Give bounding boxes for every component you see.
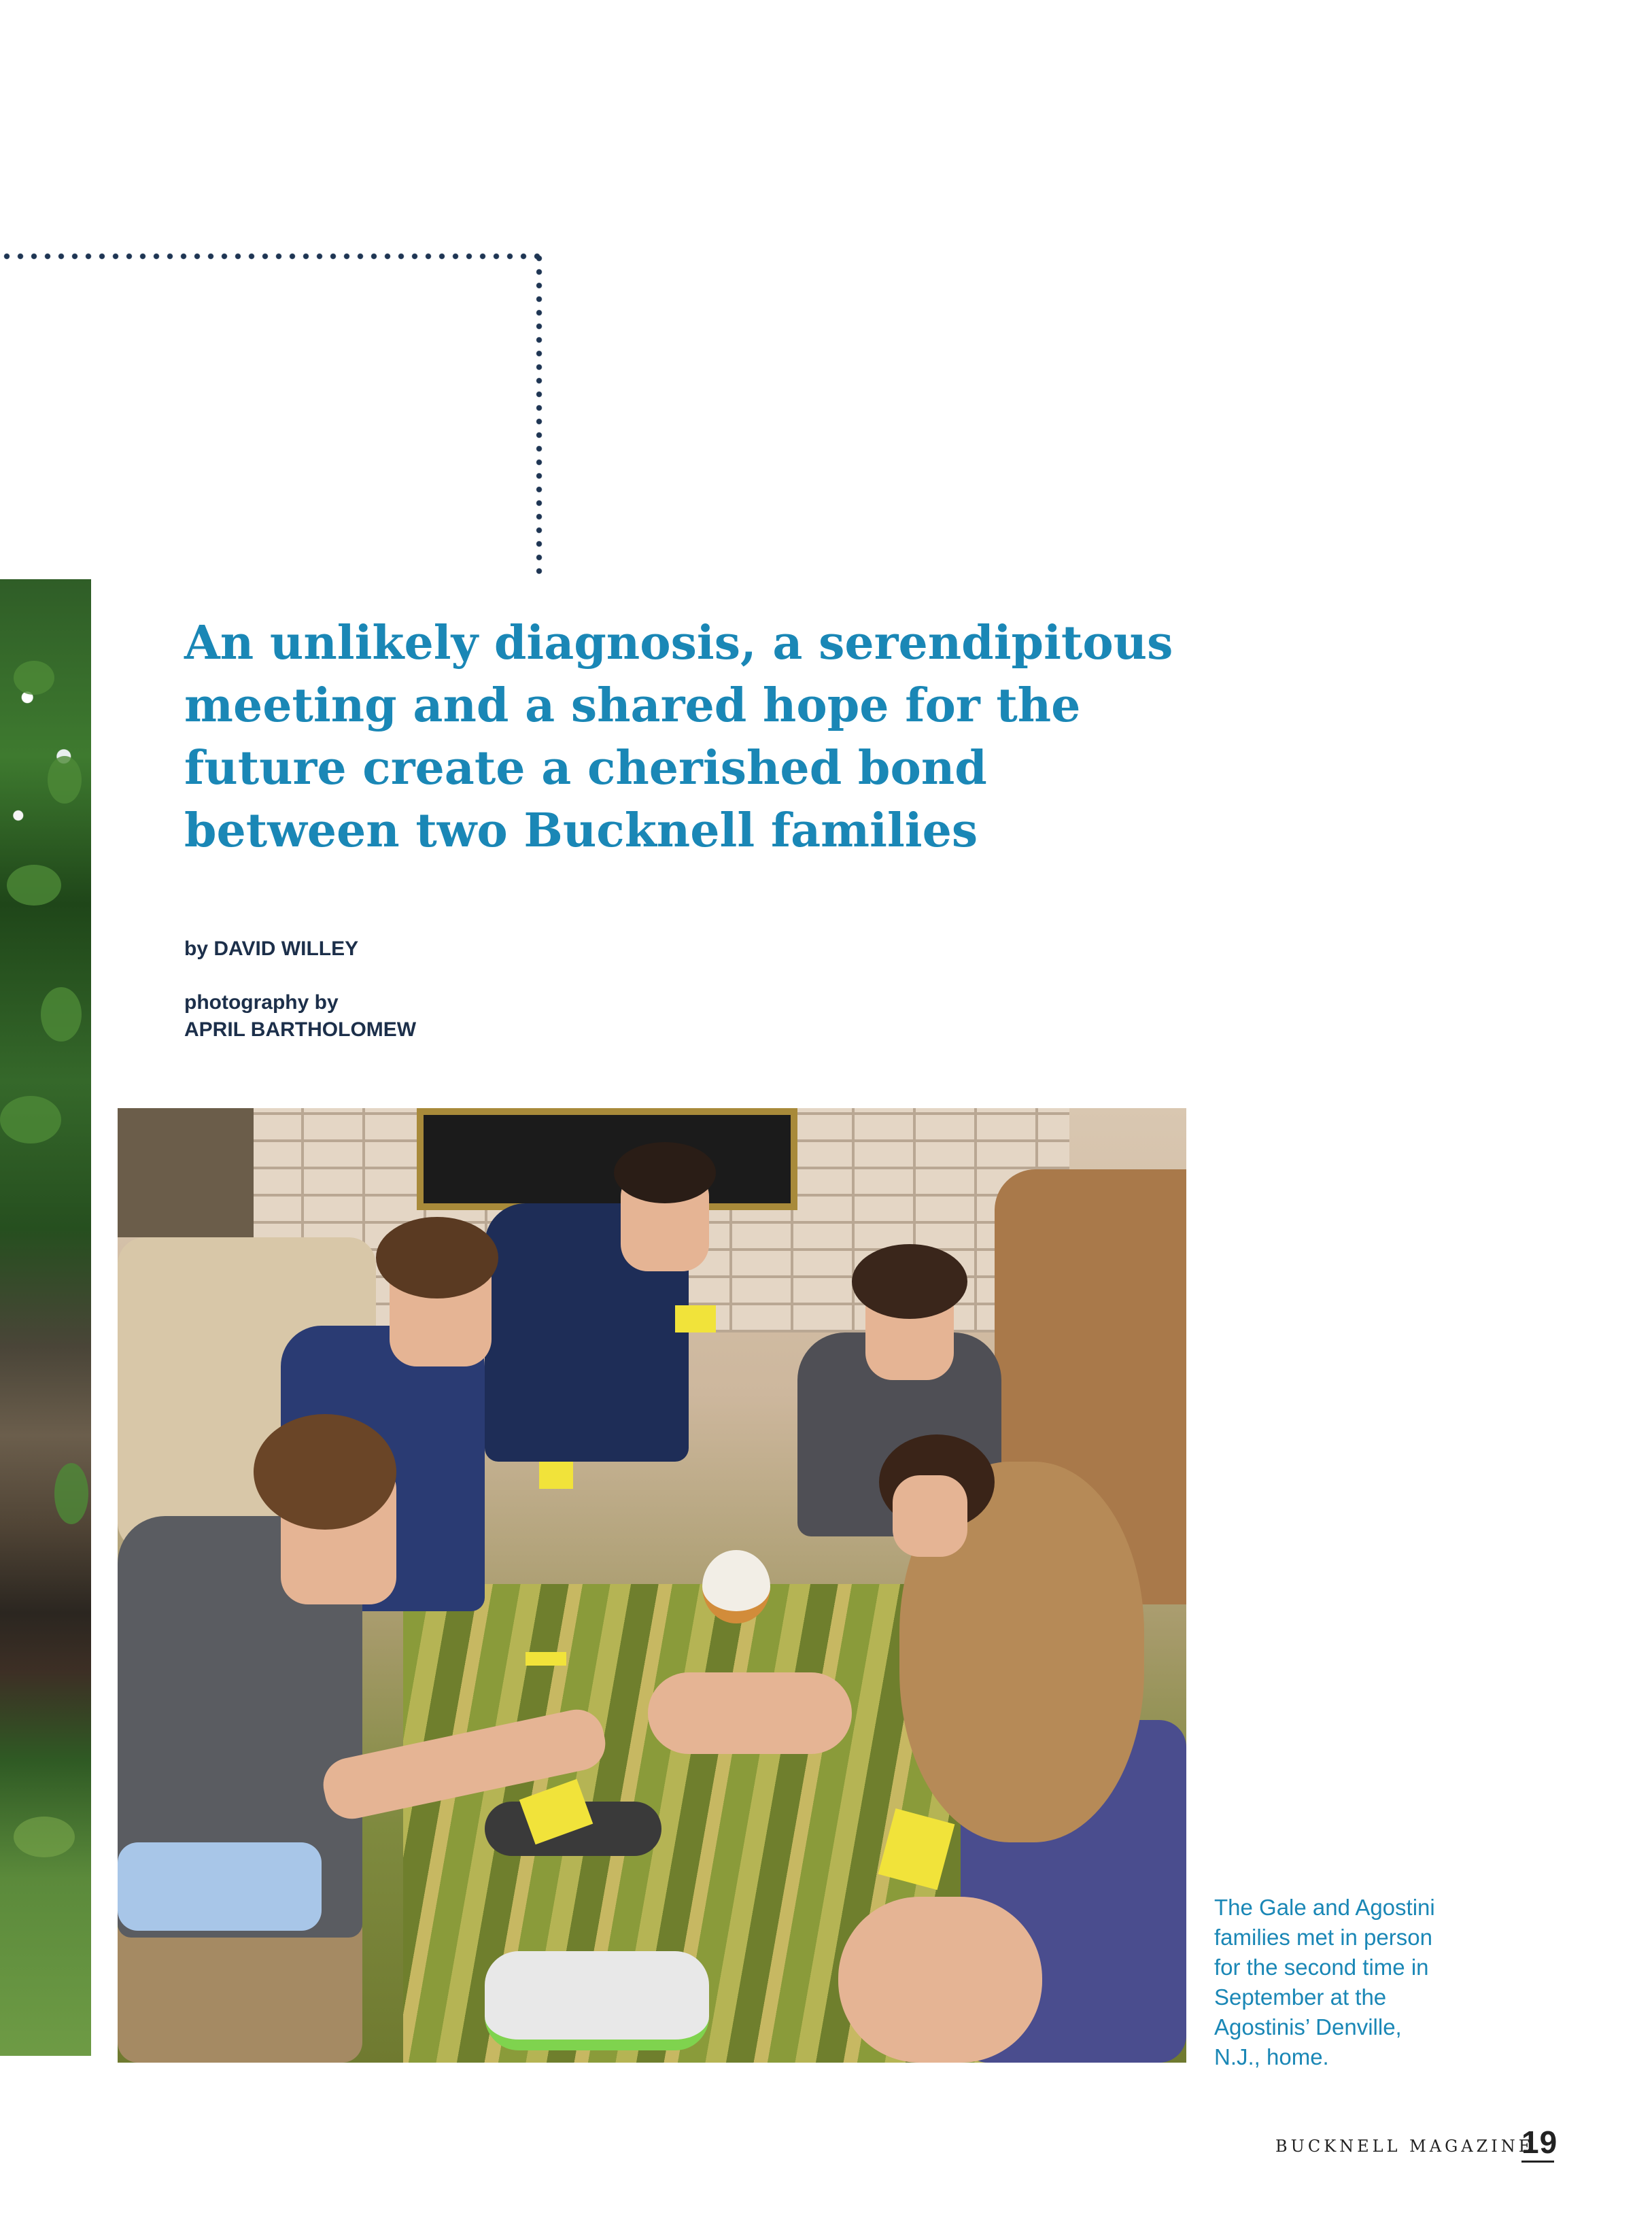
photographer-name: APRIL BARTHOLOMEW xyxy=(184,1018,417,1041)
dotted-frame-right xyxy=(534,252,544,581)
page-number: 19 xyxy=(1521,2125,1558,2160)
caption-line: Agostinis’ Denville, xyxy=(1214,2014,1402,2040)
page-number-underline xyxy=(1521,2161,1554,2163)
photo-credit xyxy=(184,989,416,1044)
families-playing-cards-photo xyxy=(118,1108,1186,2063)
caption-line: N.J., home. xyxy=(1214,2044,1329,2069)
caption-line: September at the xyxy=(1214,1984,1387,2010)
headline-line: meeting and a shared hope for the xyxy=(184,678,1081,733)
dotted-frame-top xyxy=(0,252,544,261)
caption-line: families met in person xyxy=(1214,1925,1432,1950)
photo-credit-label: photography by xyxy=(184,991,339,1014)
garden-photo-strip xyxy=(0,579,91,2056)
photo-caption xyxy=(1214,1893,1486,2072)
headline-line: between two Bucknell families xyxy=(184,804,978,858)
caption-line: for the second time in xyxy=(1214,1955,1429,1980)
headline-line: future create a cherished bond xyxy=(184,741,987,795)
author-byline: by DAVID WILLEY xyxy=(184,938,359,960)
caption-line: The Gale and Agostini xyxy=(1214,1895,1435,1920)
publication-name: BUCKNELL MAGAZINE xyxy=(1275,2137,1534,2156)
headline-line: An unlikely diagnosis, a serendipitous xyxy=(184,616,1173,670)
article-headline xyxy=(184,612,1173,862)
